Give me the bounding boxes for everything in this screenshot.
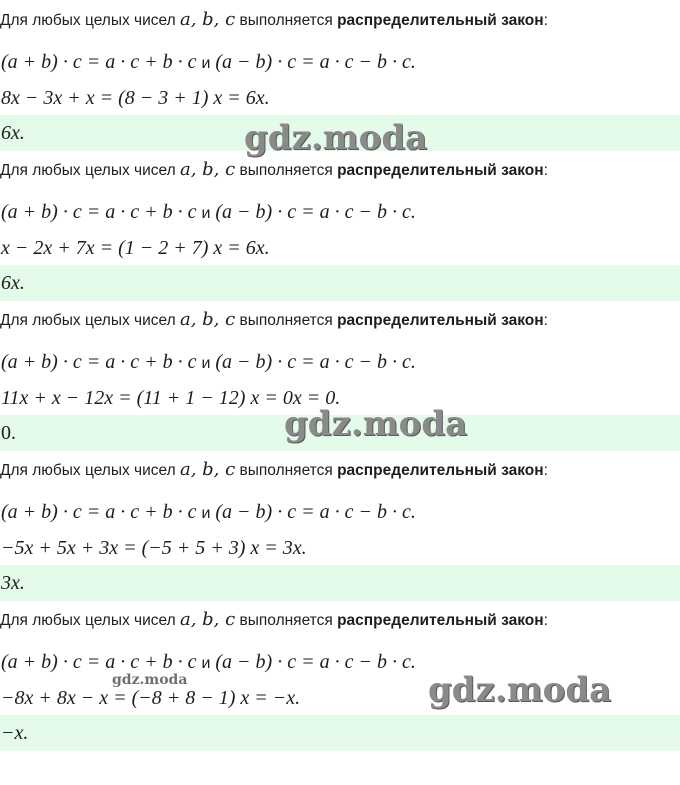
law-formula: (a + b) · c = a · c + b · c и (a − b) · c = a · c − b · c. [1,651,416,673]
answer-row: −x. [0,715,680,751]
intro-text: Для любых целых чисел a, b, c выполняется распределительный закон: [0,309,548,330]
expression: x − 2x + 7x = (1 − 2 + 7) x = 6x. [1,237,270,259]
law-formula: (a + b) · c = a · c + b · c и (a − b) · c = a · c − b · c. [1,201,416,223]
expression: −8x + 8x − x = (−8 + 8 − 1) x = −x. [1,687,301,709]
watermark: gdz.moda [428,670,612,710]
intro-text: Для любых целых чисел a, b, c выполняется распределительный закон: [0,609,548,630]
watermark: gdz.moda [244,118,428,158]
watermark: gdz.moda [112,672,188,688]
intro-text: Для любых целых чисел a, b, c выполняется распределительный закон: [0,159,548,180]
law-formula: (a + b) · c = a · c + b · c и (a − b) · c = a · c − b · c. [1,501,416,523]
expression: 11x + x − 12x = (11 + 1 − 12) x = 0x = 0. [1,387,341,409]
answer-row: 6x. [0,265,680,301]
law-formula: (a + b) · c = a · c + b · c и (a − b) · c = a · c − b · c. [1,51,416,73]
expression: −5x + 5x + 3x = (−5 + 5 + 3) x = 3x. [1,537,307,559]
intro-text: Для любых целых чисел a, b, c выполняется распределительный закон: [0,459,548,480]
expression: 8x − 3x + x = (8 − 3 + 1) x = 6x. [1,87,270,109]
answer-row: 3x. [0,565,680,601]
law-formula: (a + b) · c = a · c + b · c и (a − b) · c = a · c − b · c. [1,351,416,373]
intro-text: Для любых целых чисел a, b, c выполняется распределительный закон: [0,9,548,30]
watermark: gdz.moda [284,404,468,444]
answer-row: 0. [0,415,680,451]
answer-row: 6x. [0,115,680,151]
